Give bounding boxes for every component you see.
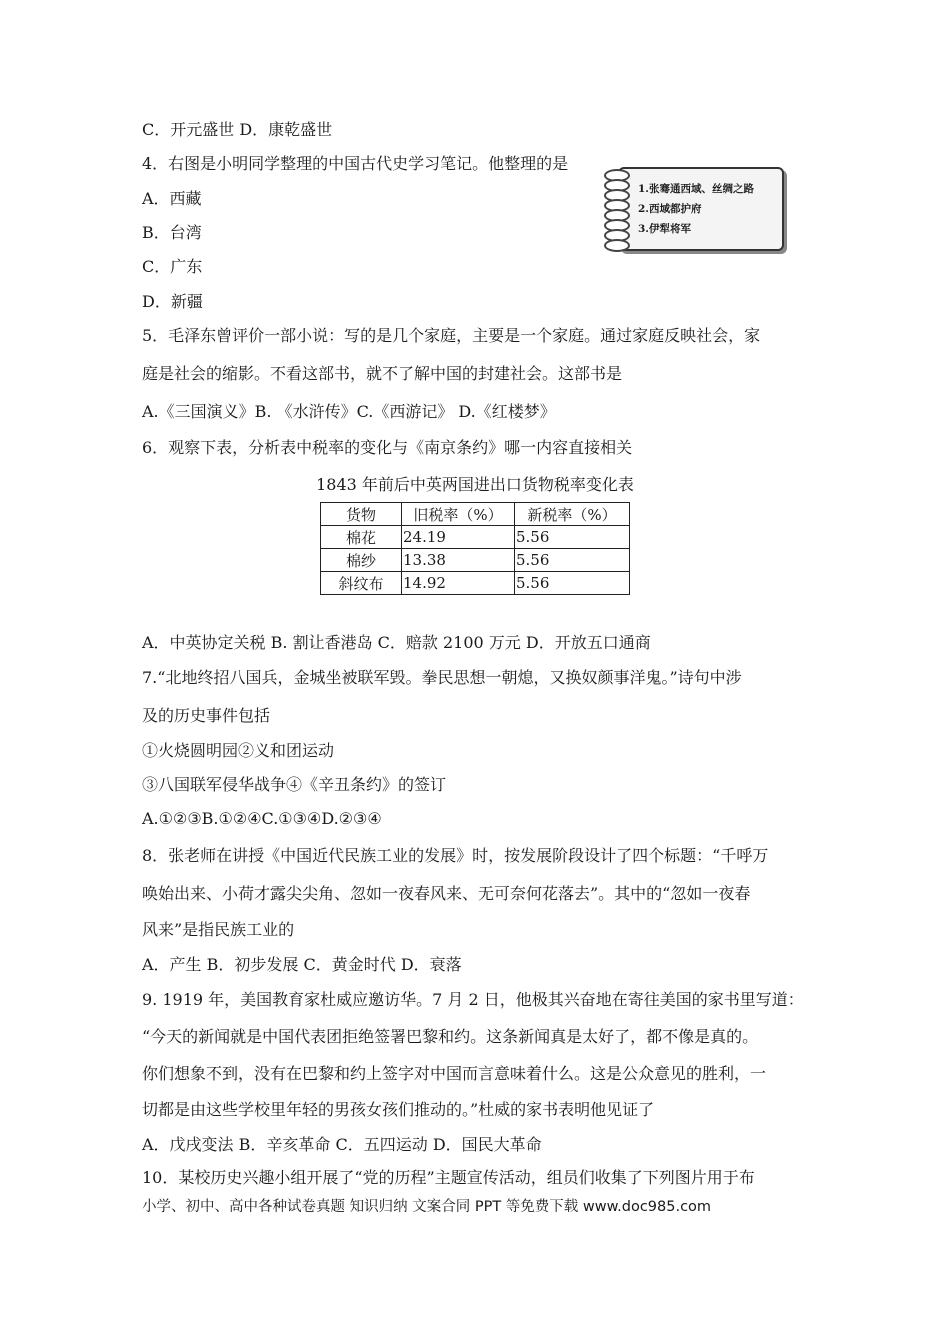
table-header: 旧税率（%） xyxy=(402,503,515,526)
question-6: 6．观察下表，分析表中税率的变化与《南京条约》哪一内容直接相关 xyxy=(142,438,633,457)
table-cell: 14.92 xyxy=(402,572,515,595)
text-line: 你们想象不到，没有在巴黎和约上签字对中国而言意味着什么。这是公众意见的胜利，一 xyxy=(142,1064,767,1083)
options-line: A．产生 B．初步发展 C．黄金时代 D．衰落 xyxy=(142,955,462,974)
text-line: 切都是由这些学校里年轻的男孩女孩们推动的。”杜威的家书表明他见证了 xyxy=(142,1100,655,1119)
option-a: A．西藏 xyxy=(142,189,202,208)
text-line: 庭是社会的缩影。不看这部书，就不了解中国的封建社会。这部书是 xyxy=(142,364,623,383)
question-10: 10．某校历史兴趣小组开展了“党的历程”主题宣传活动，组员们收集了下列图片用于布 xyxy=(142,1168,755,1187)
table-cell: 24.19 xyxy=(402,526,515,549)
notebook-item: 3.伊犁将军 xyxy=(638,223,691,235)
table-cell: 5.56 xyxy=(515,526,630,549)
table-cell: 5.56 xyxy=(515,549,630,572)
table-row xyxy=(321,526,630,549)
study-notebook-image xyxy=(604,163,784,253)
notebook-item: 2.西域都护府 xyxy=(638,203,702,215)
table-header: 货物 xyxy=(321,503,402,526)
text-line: 风来”是指民族工业的 xyxy=(142,920,295,939)
text-line: 及的历史事件包括 xyxy=(142,706,271,725)
question-8: 8．张老师在讲授《中国近代民族工业的发展》时，按发展阶段设计了四个标题：“千呼万 xyxy=(142,846,769,865)
question-4: 4．右图是小明同学整理的中国古代史学习笔记。他整理的是 xyxy=(142,154,569,173)
tax-rate-table xyxy=(320,502,630,595)
table-row xyxy=(321,572,630,595)
notebook-item: 1.张骞通西域、丝绸之路 xyxy=(638,183,754,195)
options-line: A．中英协定关税 B. 割让香港岛 C．赔款 2100 万元 D．开放五口通商 xyxy=(142,633,651,652)
table-header-row xyxy=(321,503,630,526)
text-line: ①火烧圆明园②义和团运动 xyxy=(142,741,335,760)
table-caption: 1843 年前后中英两国进出口货物税率变化表 xyxy=(316,475,634,494)
option-c: C．广东 xyxy=(142,257,203,276)
footer-banner: 小学、初中、高中各种试卷真题 知识归纳 文案合同 PPT 等免费下载 www.doc985.com xyxy=(142,1199,712,1215)
ring-icon xyxy=(604,239,630,252)
table-header: 新税率（%） xyxy=(515,503,630,526)
text-line: 唤始出来、小荷才露尖尖角、忽如一夜春风来、无可奈何花落去”。其中的“忽如一夜春 xyxy=(142,884,751,903)
table-cell: 5.56 xyxy=(515,572,630,595)
options-line: A．戊戌变法 B．辛亥革命 C．五四运动 D．国民大革命 xyxy=(142,1135,542,1154)
table-cell: 13.38 xyxy=(402,549,515,572)
table-cell: 斜纹布 xyxy=(321,572,402,595)
question-9: 9. 1919 年，美国教育家杜威应邀访华。7 月 2 日，他极其兴奋地在寄往美国的家书里写道： xyxy=(142,990,804,1009)
question-5: 5．毛泽东曾评价一部小说：写的是几个家庭，主要是一个家庭。通过家庭反映社会，家 xyxy=(142,326,761,345)
options-line: A.①②③B.①②④C.①③④D.②③④ xyxy=(142,809,382,828)
table-row xyxy=(321,549,630,572)
text-line: C．开元盛世 D．康乾盛世 xyxy=(142,120,333,139)
options-line: A.《三国演义》B. 《水浒传》C.《西游记》 D.《红楼梦》 xyxy=(142,402,556,421)
question-7: 7.“北地终招八国兵，金城坐被联军毁。拳民思想一朝熄，又换奴颜事洋鬼。”诗句中涉 xyxy=(142,668,742,687)
text-line: “今天的新闻就是中国代表团拒绝签署巴黎和约。这条新闻真是太好了，都不像是真的。 xyxy=(142,1027,759,1046)
option-b: B．台湾 xyxy=(142,223,202,242)
text-line: ③八国联军侵华战争④《辛丑条约》的签订 xyxy=(142,775,447,794)
table-cell: 棉纱 xyxy=(321,549,402,572)
table-cell: 棉花 xyxy=(321,526,402,549)
option-d: D．新疆 xyxy=(142,292,203,311)
